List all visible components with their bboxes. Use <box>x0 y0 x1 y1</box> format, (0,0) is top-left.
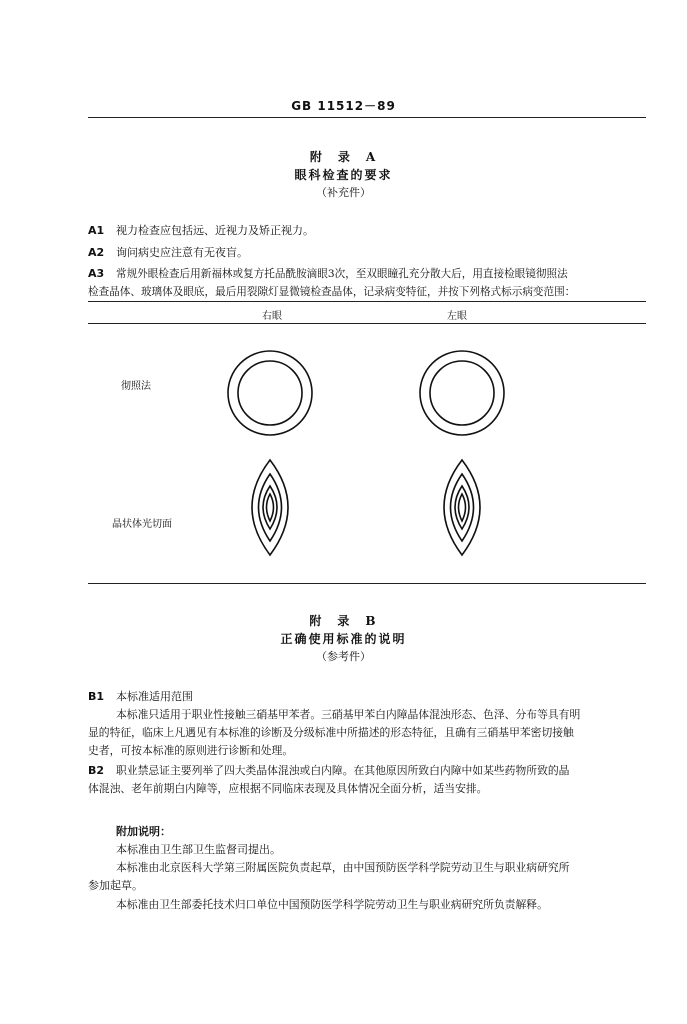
item-a3-code: A3 <box>88 267 105 280</box>
appendix-b-title: 附 录 B <box>309 614 378 628</box>
b1-heading: 本标准适用范围 <box>116 690 193 703</box>
appendix-b-subtitle: 正确使用标准的说明 <box>280 632 407 646</box>
b2-line-2: 体混浊、老年前期白内障等，应根据不同临床表现及具体情况全面分析，适当安排。 <box>88 782 488 795</box>
left-eye-lens-section-diagram <box>444 460 480 555</box>
appendix-b-note: （参考件） <box>316 650 371 663</box>
row-label-lens-section: 晶状体光切面 <box>112 519 172 530</box>
b1-code: B1 <box>88 690 105 703</box>
additional-line-4: 本标准由卫生部委托技术归口单位中国预防医学科学院劳动卫生与职业病研究所负责解释。 <box>116 898 548 911</box>
b1-line-1: 本标准只适用于职业性接触三硝基甲苯者。三硝基甲苯白内障晶体混浊形态、色泽、分布等具有明 <box>116 708 581 721</box>
appendix-a-title: 附 录 A <box>309 150 378 164</box>
b1-line-2: 显的特征，临床上凡遇见有本标准的诊断及分级标准中所描述的形态特征，且确有三硝基甲苯密切接触 <box>88 726 574 739</box>
additional-line-3: 参加起草。 <box>88 879 143 892</box>
item-a3-continued: 检查晶体、玻璃体及眼底，最后用裂隙灯显微镜检查晶体，记录病变特征，并按下列格式标示病变范围： <box>88 286 576 298</box>
right-eye-heading: 右眼 <box>262 311 282 322</box>
appendix-a-subtitle: 眼科检查的要求 <box>294 168 393 182</box>
item-a1-code: A1 <box>88 224 105 237</box>
additional-heading: 附加说明： <box>116 825 171 838</box>
item-a3-text: 常规外眼检查后用新福林或复方托品酰胺滴眼3次，至双眼瞳孔充分散大后，用直接检眼镜彻照法 <box>116 268 568 280</box>
b1-line-3: 史者，可按本标准的原则进行诊断和处理。 <box>88 744 294 757</box>
additional-line-1: 本标准由卫生部卫生监督司提出。 <box>116 843 281 856</box>
item-a1-text: 视力检查应包括远、近视力及矫正视力。 <box>116 224 314 237</box>
right-eye-retroillumination-diagram <box>228 351 312 435</box>
left-eye-retroillumination-diagram <box>420 351 504 435</box>
additional-line-2: 本标准由北京医科大学第三附属医院负责起草，由中国预防医学科学院劳动卫生与职业病研究所 <box>116 861 570 874</box>
row-label-retroillumination: 彻照法 <box>121 381 151 392</box>
b2-code: B2 <box>88 764 105 777</box>
left-eye-heading: 左眼 <box>447 311 467 322</box>
appendix-a-note: （补充件） <box>316 186 371 199</box>
item-a2-text: 询问病史应注意有无夜盲。 <box>116 246 248 259</box>
page-header: GB 11512－89 <box>291 99 396 113</box>
right-eye-lens-section-diagram <box>252 460 288 555</box>
b2-line-1: 职业禁忌证主要列举了四大类晶体混浊或白内障。在其他原因所致白内障中如某些药物所致的晶 <box>116 764 570 777</box>
table-bottom-rule <box>88 583 646 584</box>
item-a2-code: A2 <box>88 246 105 259</box>
